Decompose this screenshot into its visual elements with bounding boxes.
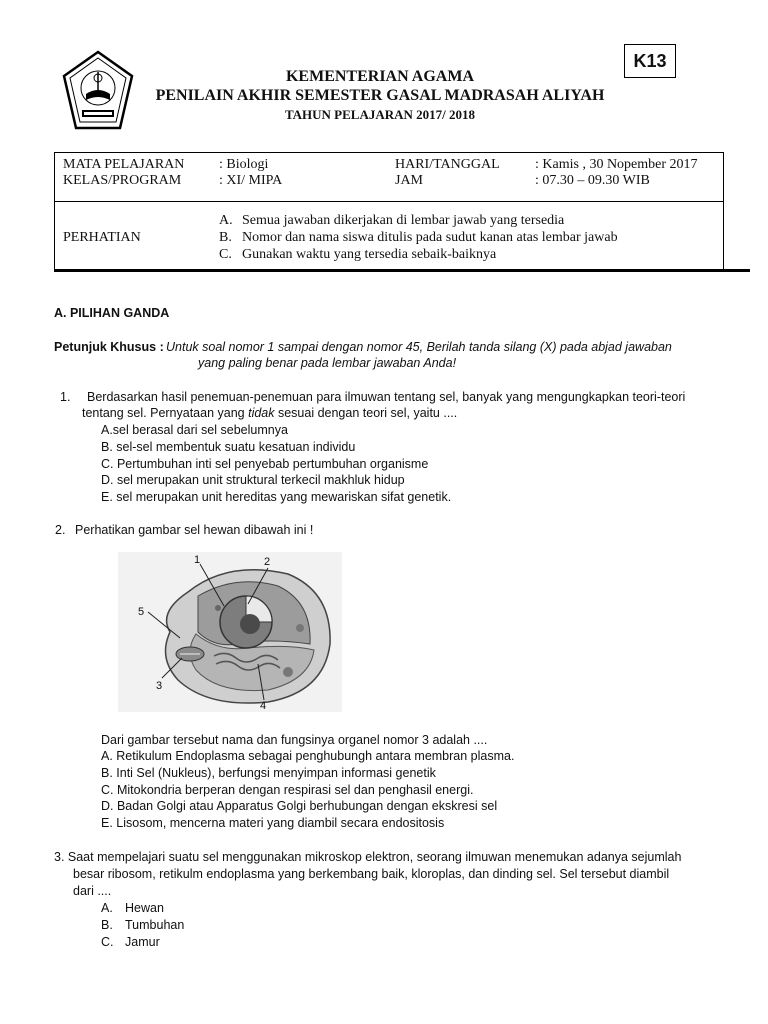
figure-label-3: 3: [156, 680, 163, 692]
subject-label: MATA PELAJARAN: [63, 157, 185, 172]
animal-cell-figure: [118, 552, 342, 712]
instruction-label: Petunjuk Khusus :: [54, 340, 164, 354]
attention-letter-c: C.: [219, 247, 232, 262]
instruction-line-2: yang paling benar pada lembar jawaban Anda!: [198, 356, 457, 370]
section-title: A. PILIHAN GANDA: [54, 306, 170, 320]
class-label: KELAS/PROGRAM: [63, 173, 182, 188]
q1-line-1: Berdasarkan hasil penemuan-penemuan para ilmuwan tentang sel, banyak yang mengungkapkan teori-teori: [87, 390, 686, 404]
time-value: : 07.30 – 09.30 WIB: [535, 173, 650, 188]
q3-option-c: Jamur: [125, 935, 160, 949]
attention-item-b: Nomor dan nama siswa ditulis pada sudut kanan atas lembar jawab: [242, 230, 618, 245]
q1-option-d: D. sel merupakan unit struktural terkecil makhluk hidup: [101, 473, 405, 487]
q1-option-e: E. sel merupakan unit hereditas yang mewariskan sifat genetik.: [101, 490, 452, 504]
attention-item-a: Semua jawaban dikerjakan di lembar jawab yang tersedia: [242, 213, 565, 228]
attention-letter-a: A.: [219, 213, 233, 228]
q1-option-b: B. sel-sel membentuk suatu kesatuan individu: [101, 440, 356, 454]
q2-question: Dari gambar tersebut nama dan fungsinya organel nomor 3 adalah ....: [101, 733, 488, 747]
academic-year: TAHUN PELAJARAN 2017/ 2018: [284, 107, 476, 122]
q3-option-b: Tumbuhan: [125, 918, 185, 932]
exam-title: PENILAIN AKHIR SEMESTER GASAL MADRASAH ALIYAH: [155, 87, 605, 104]
q2-option-b: B. Inti Sel (Nukleus), berfungsi menyimpan informasi genetik: [101, 766, 436, 780]
figure-label-2: 2: [264, 556, 271, 568]
time-label: JAM: [395, 173, 424, 188]
q2-option-e: E. Lisosom, mencerna materi yang diambil secara endositosis: [101, 816, 445, 830]
attention-letter-b: B.: [219, 230, 232, 245]
q2-option-c: C. Mitokondria berperan dengan respirasi sel dan penghasil energi.: [101, 783, 474, 797]
curriculum-badge: K13: [624, 44, 676, 78]
q2-option-a: A. Retikulum Endoplasma sebagai penghubungh antara membran plasma.: [101, 749, 515, 763]
subject-value: : Biologi: [219, 157, 269, 172]
q3-option-c-letter: C.: [101, 935, 114, 949]
q2-line-1: Perhatikan gambar sel hewan dibawah ini !: [75, 523, 314, 537]
q2-option-d: D. Badan Golgi atau Apparatus Golgi berhubungan dengan ekskresi sel: [101, 799, 498, 813]
q1-option-a: A.sel berasal dari sel sebelumnya: [101, 423, 288, 437]
instruction-line-1: Untuk soal nomor 1 sampai dengan nomor 45, Berilah tanda silang (X) pada abjad jawaban: [166, 340, 672, 354]
q1-option-c: C. Pertumbuhan inti sel penyebab pertumbuhan organisme: [101, 457, 429, 471]
ministry-title: KEMENTERIAN AGAMA: [285, 68, 474, 85]
figure-label-4: 4: [260, 700, 267, 712]
figure-label-1: 1: [194, 554, 201, 566]
q3-line-2: besar ribosom, retikulm endoplasma yang berkembang baik, kloroplas, dan dinding sel. Sel tersebut diambil: [73, 867, 670, 881]
q2-number: 2.: [55, 523, 66, 537]
q3-option-a: Hewan: [125, 901, 164, 915]
attention-item-c: Gunakan waktu yang tersedia sebaik-baiknya: [242, 247, 497, 262]
q3-option-b-letter: B.: [101, 918, 113, 932]
day-label: HARI/TANGGAL: [395, 157, 500, 172]
table-divider: [55, 201, 723, 202]
q3-line-3: dari ....: [73, 884, 112, 898]
header-rule: [54, 269, 750, 272]
q1-line-2: tentang sel. Pernyataan yang tidak sesuai dengan teori sel, yaitu ....: [82, 406, 458, 420]
q1-number: 1.: [60, 390, 71, 404]
day-value: : Kamis , 30 Nopember 2017: [535, 157, 698, 172]
attention-label: PERHATIAN: [63, 230, 141, 245]
ministry-logo: [62, 50, 134, 132]
exam-info-table: [54, 152, 724, 270]
q3-line-1: 3. Saat mempelajari suatu sel menggunakan mikroskop elektron, seorang ilmuwan menemukan adanya sejumlah: [54, 850, 682, 864]
figure-label-5: 5: [138, 606, 145, 618]
class-value: : XI/ MIPA: [219, 173, 283, 188]
q3-option-a-letter: A.: [101, 901, 113, 915]
